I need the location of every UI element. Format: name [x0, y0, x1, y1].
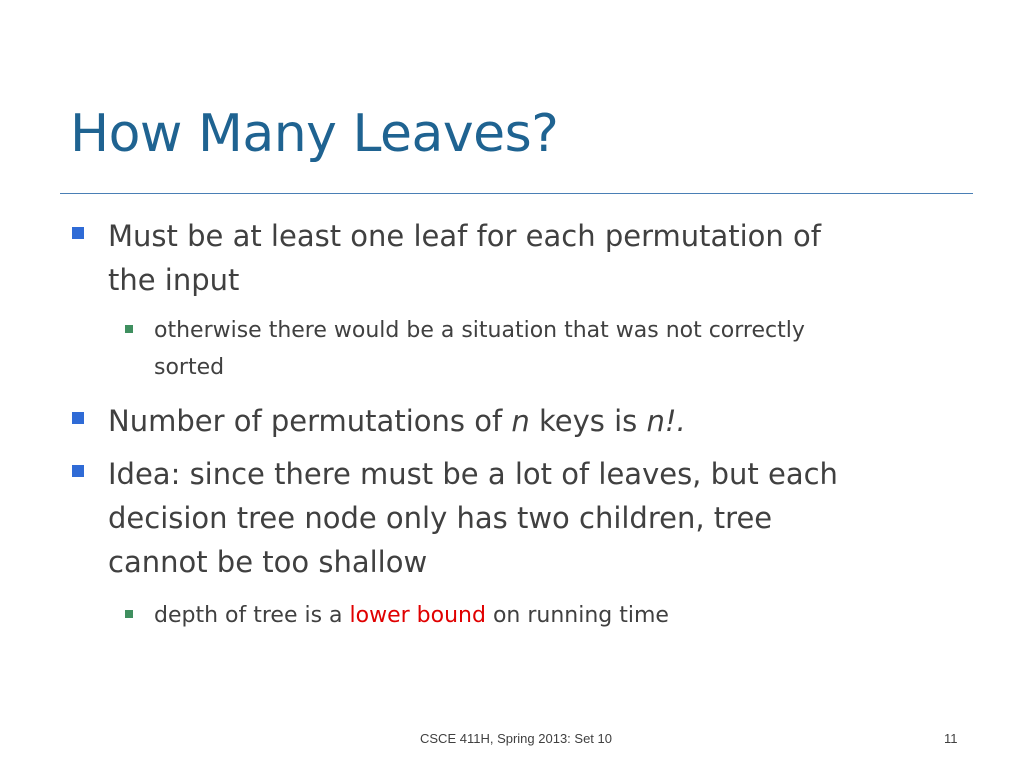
- slide-number: 11: [944, 731, 958, 746]
- square-bullet-icon: [72, 465, 84, 477]
- slide-title: How Many Leaves?: [70, 104, 559, 164]
- square-bullet-icon: [125, 610, 133, 618]
- bullet-item: [72, 399, 686, 443]
- bullet-text: [108, 214, 821, 302]
- highlighted-term: lower bound: [349, 603, 486, 628]
- bullet-line: decision tree node only has two children, tree: [108, 501, 773, 535]
- variable-n-factorial: n!.: [646, 404, 686, 438]
- bullet-text-part: keys is: [529, 404, 647, 438]
- bullet-line: Idea: since there must be a lot of leaves, but each: [108, 457, 838, 491]
- bullet-text-part: on running time: [485, 603, 669, 628]
- sub-bullet-item: [125, 597, 669, 634]
- bullet-line: Must be at least one leaf for each permutation of: [108, 219, 821, 253]
- bullet-line: cannot be too shallow: [108, 545, 428, 579]
- bullet-line: the input: [108, 263, 240, 297]
- sub-bullet-text: [154, 597, 669, 634]
- bullet-item: [72, 452, 838, 584]
- square-bullet-icon: [72, 412, 84, 424]
- sub-bullet-text: [154, 312, 805, 386]
- bullet-line: otherwise there would be a situation that was not correctly: [154, 318, 805, 343]
- variable-n: n: [511, 404, 530, 438]
- bullet-line: sorted: [154, 355, 225, 380]
- footer-course: CSCE 411H, Spring 2013: Set 10: [420, 731, 612, 746]
- bullet-text: [108, 452, 838, 584]
- bullet-text: [108, 399, 686, 443]
- bullet-text-part: depth of tree is a: [154, 603, 350, 628]
- bullet-item: [72, 214, 821, 302]
- bullet-text-part: Number of permutations of: [108, 404, 512, 438]
- sub-bullet-item: [125, 312, 805, 386]
- square-bullet-icon: [72, 227, 84, 239]
- square-bullet-icon: [125, 325, 133, 333]
- title-divider: [60, 193, 973, 194]
